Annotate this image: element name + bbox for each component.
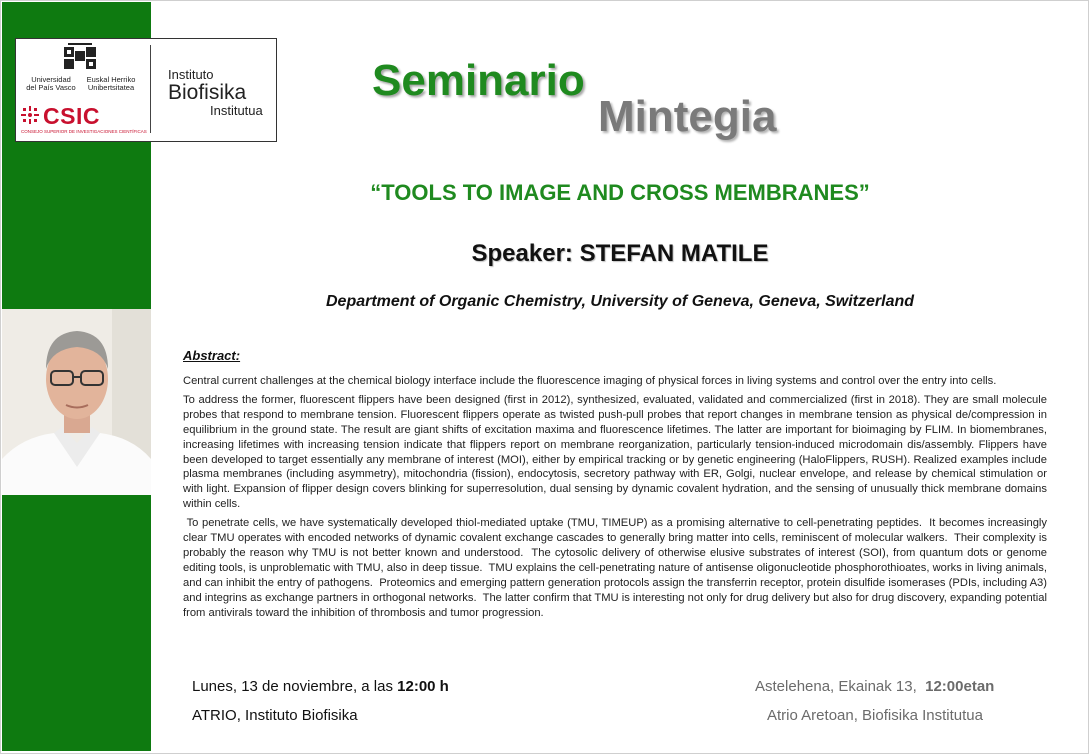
- upv-name: Universidad del País Vasco: [26, 75, 76, 92]
- csic-logo-text: CSIC: [43, 103, 100, 129]
- abstract-paragraph-2: To address the former, fluorescent flippers have been designed (first in 2012), synthesized, evaluated, validated and commercialized (first in 2018). They are small molecule probes that respond to membrane tension. Fluorescent flippers operate as twisted push-pull probes that report changes in membrane tension as physical de/compression in equilibrium in the ground state. The result are giant shifts of excitation maxima and fluorescence lifetimes. The latter are important for bioimaging by FLIM. In biomembranes, increasing lifetimes with increasing tension indicate that flippers report on membrane reorganization, particularly tension-induced microdomain dis/assembly. Flippers have been developed to target essentially any membrane of interest (MOI), either by empirical tracking or by genetic engineering (HaloFlippers, RUSH). Realized examples include plasma membranes (including asymmetry), mitochondria (fission), endocytosis, secretory pathway with ER, Golgi, nuclear envelope, and release by chemical stimulation or with light. Expansion of flipper design covers blinking for superresolution, dual sensing by dynamic covalent hydration, and the sensing of unusually thick membrane domains within cells.: [183, 393, 1047, 511]
- abstract-body: [183, 374, 1051, 625]
- institute-name-line1: Instituto: [168, 67, 214, 82]
- logo-panel: [15, 38, 277, 142]
- venue-basque: Atrio Aretoan, Biofisika Institutua: [767, 707, 983, 724]
- institute-name-line3: Institutua: [210, 103, 263, 118]
- upv-ehu-crest-logo: [62, 43, 98, 73]
- speaker-department: Department of Organic Chemistry, University of Geneva, Geneva, Switzerland: [325, 293, 915, 310]
- logo-divider: [150, 45, 151, 133]
- csic-subtitle: CONSEJO SUPERIOR DE INVESTIGACIONES CIENTÍFICAS: [21, 129, 147, 134]
- seminar-title-spanish: Seminario: [372, 56, 585, 105]
- date-time-spanish: Lunes, 13 de noviembre, a las 12:00 h: [192, 678, 449, 695]
- abstract-heading: Abstract:: [183, 348, 241, 363]
- talk-title: “TOOLS TO IMAGE AND CROSS MEMBRANES”: [370, 180, 870, 205]
- venue-spanish: ATRIO, Instituto Biofisika: [192, 707, 358, 724]
- ehu-name: Euskal Herriko Unibertsitatea: [86, 75, 136, 92]
- seminar-title-basque: Mintegia: [598, 92, 777, 141]
- abstract-paragraph-1: Central current challenges at the chemical biology interface include the fluorescence imaging of physical forces in living systems and control over the entry into cells.: [183, 375, 997, 387]
- speaker-name: Speaker: STEFAN MATILE: [471, 240, 769, 267]
- csic-emblem-icon: [21, 106, 39, 124]
- institute-name-line2: Biofisika: [168, 81, 247, 104]
- abstract-paragraph-3: To penetrate cells, we have systematically developed thiol-mediated uptake (TMU, TIMEUP) as a promising alternative to cell-penetrating peptides. It becomes increasingly clear TMU operates with encoded networks of dynamic covalent exchange cascades to generally bring matter into cells, reminiscent of molecular walkers. Their complexity is probably the reason why TMU is not better known and understood. The cytosolic delivery of otherwise elusive substrates of interest (SOI), from quantum dots or genome editing tools, is unproblematic with TMU, also in deep tissue. TMU explains the cell-penetrating nature of antisense oligonucleotide phosphorothioates, works in living animals, and can inhibit the entry of pathogens. Proteomics and emerging pattern generation protocols assign the transferrin receptor, protein disulfide isomerases (PDIs, including A3) and integrins as exchange partners in orthogonal networks. The latter confirm that TMU is interesting not only for drug delivery but also for drug discovery, expanding potential from antivirals toward the inhibition of thrombosis and tumor progression.: [183, 517, 1051, 619]
- speaker-photo: [2, 309, 151, 495]
- date-time-basque: Astelehena, Ekainak 13, 12:00etan: [755, 678, 995, 695]
